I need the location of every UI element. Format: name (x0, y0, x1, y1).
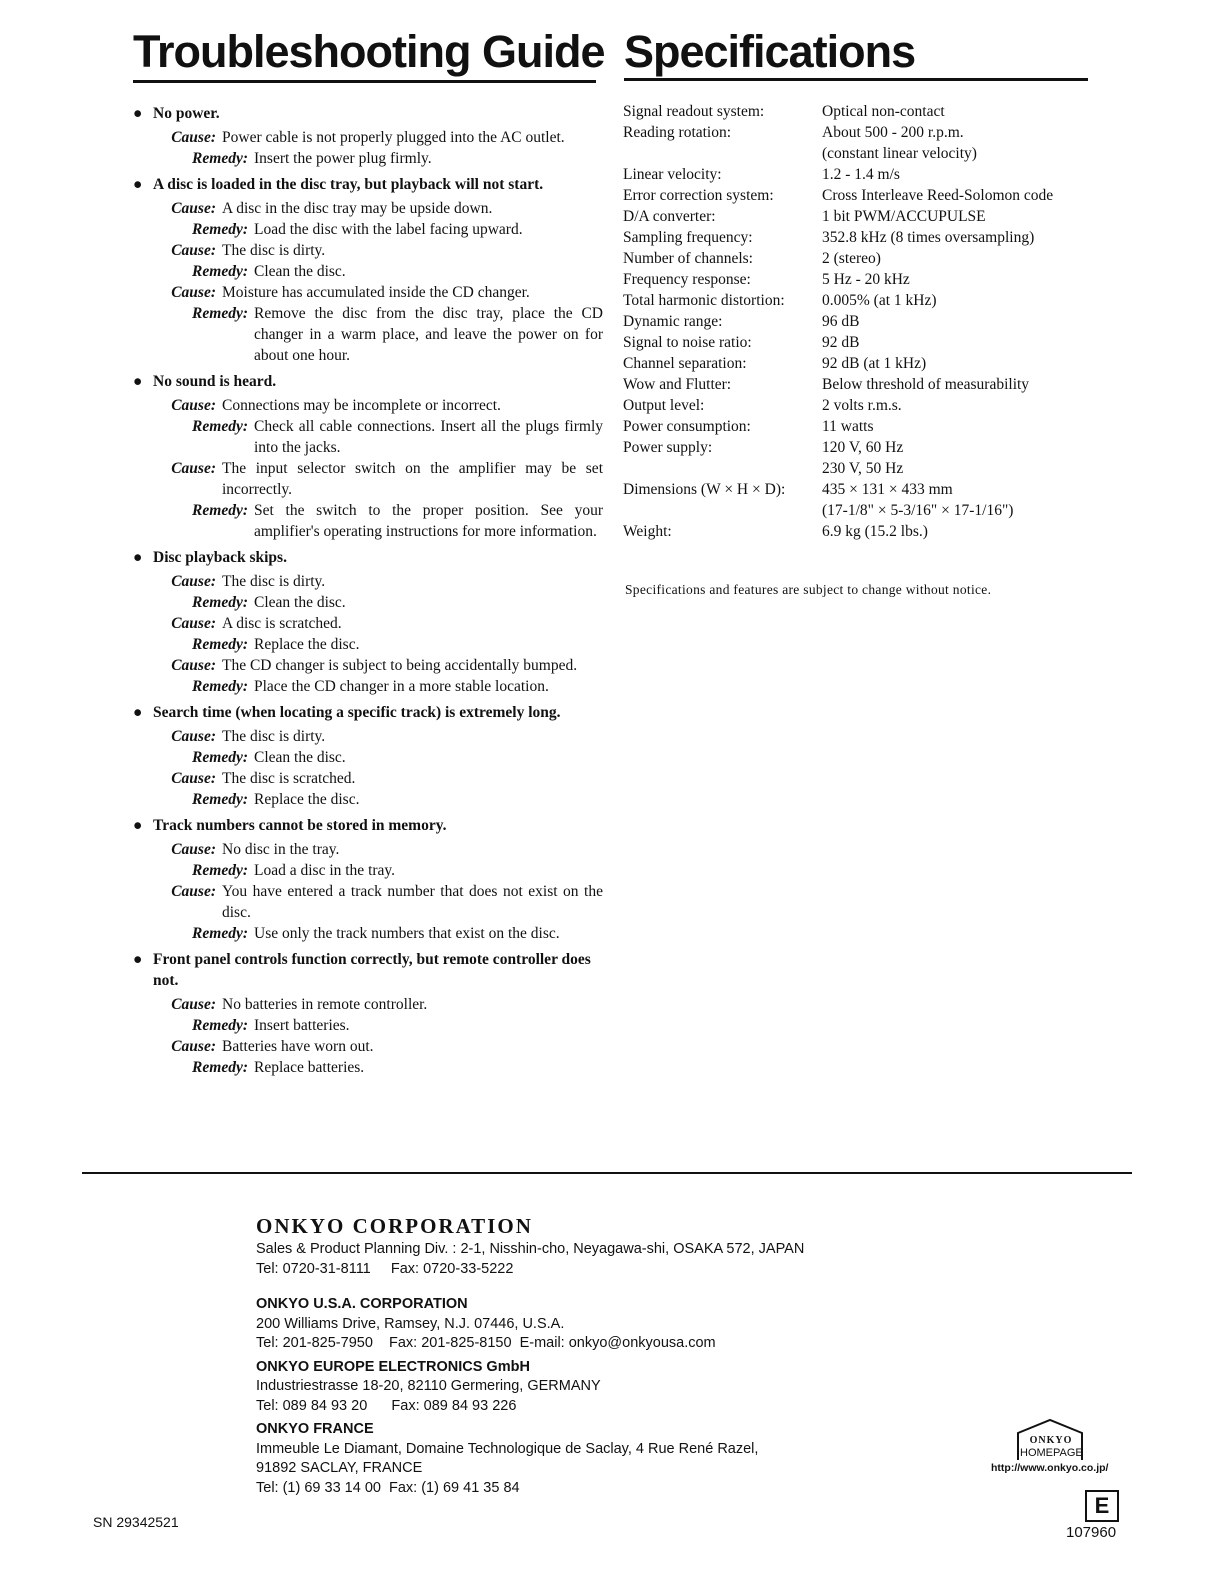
spec-row (623, 395, 1093, 416)
remedy-row (133, 303, 603, 366)
office-line: Tel: 201-825-7950 Fax: 201-825-8150 E-mail: onkyo@onkyousa.com (256, 1335, 716, 1351)
bullet-icon: ● (133, 817, 143, 834)
office-name: ONKYO U.S.A. CORPORATION (256, 1296, 468, 1312)
remedy-row (133, 1057, 603, 1078)
office-name: ONKYO EUROPE ELECTRONICS GmbH (256, 1358, 530, 1375)
cause-row (133, 571, 603, 592)
cause-label: Cause: (171, 460, 216, 477)
cause-text: Connections may be incomplete or incorrect. (222, 397, 501, 414)
spec-row (623, 290, 1093, 311)
spec-label: Signal to noise ratio: (623, 334, 752, 351)
spec-value-line: 230 V, 50 Hz (822, 460, 904, 477)
spec-label: Sampling frequency: (623, 229, 753, 246)
spec-label: D/A converter: (623, 208, 716, 225)
remedy-text: Clean the disc. (254, 263, 346, 280)
bullet-icon: ● (133, 105, 143, 122)
remedy-row (133, 592, 603, 613)
cause-label: Cause: (171, 615, 216, 632)
cause-label: Cause: (171, 200, 216, 217)
cause-row (133, 240, 603, 261)
issue-heading-text: Front panel controls function correctly, but remote controller does not. (153, 951, 591, 989)
spec-row (623, 101, 1093, 122)
spec-value-line: 5 Hz - 20 kHz (822, 271, 910, 288)
spec-label: Dimensions (W × H × D): (623, 481, 786, 498)
troubleshooting-title-rule (133, 80, 596, 83)
remedy-row (133, 1015, 603, 1036)
cause-row (133, 726, 603, 747)
spec-row (623, 416, 1093, 437)
spec-value (822, 290, 1093, 311)
remedy-label: Remedy: (192, 791, 248, 808)
issue-heading-text: No power. (153, 105, 220, 122)
bullet-icon: ● (133, 704, 143, 721)
spec-value (822, 353, 1093, 374)
spec-value (822, 437, 1093, 479)
remedy-row (133, 500, 603, 542)
remedy-label: Remedy: (192, 678, 248, 695)
issue-heading-text: Search time (when locating a specific track) is extremely long. (153, 704, 561, 721)
spec-label: Frequency response: (623, 271, 751, 288)
spec-label: Reading rotation: (623, 124, 732, 141)
remedy-row (133, 416, 603, 458)
cause-text: The disc is dirty. (222, 728, 326, 745)
remedy-row (133, 676, 603, 697)
remedy-row (133, 860, 603, 881)
spec-row (623, 479, 1093, 521)
remedy-text: Load the disc with the label facing upward. (254, 221, 523, 238)
remedy-label: Remedy: (192, 221, 248, 238)
spec-label: Signal readout system: (623, 103, 765, 120)
homepage-url[interactable]: http://www.onkyo.co.jp/ (991, 1462, 1109, 1474)
troubleshooting-title: Troubleshooting Guide (133, 26, 605, 77)
remedy-label: Remedy: (192, 749, 248, 766)
corporation-contact: Tel: 0720-31-8111 Fax: 0720-33-5222 (256, 1260, 514, 1277)
cause-text: The disc is dirty. (222, 242, 326, 259)
spec-value (822, 122, 1093, 164)
corporation-name: ONKYO CORPORATION (256, 1214, 533, 1238)
issue-heading (133, 949, 603, 991)
office-line: Tel: (1) 69 33 14 00 Fax: (1) 69 41 35 84 (256, 1479, 520, 1496)
cause-text: You have entered a track number that does not exist on the disc. (222, 883, 603, 921)
spec-row (623, 332, 1093, 353)
office-line: 91892 SACLAY, FRANCE (256, 1460, 423, 1476)
remedy-text: Check all cable connections. Insert all the plugs firmly into the jacks. (254, 418, 603, 456)
issue-heading (133, 371, 603, 392)
spec-value-line: 96 dB (822, 313, 860, 330)
spec-row (623, 122, 1093, 164)
cause-label: Cause: (171, 284, 216, 301)
issue-heading-text: Track numbers cannot be stored in memory. (153, 817, 447, 834)
spec-value-line: Below threshold of measurability (822, 376, 1030, 393)
spec-value-line: 92 dB (822, 334, 860, 351)
cause-text: The disc is scratched. (222, 770, 356, 787)
spec-label: Output level: (623, 397, 705, 414)
cause-row (133, 881, 603, 923)
trouble-issue (133, 174, 603, 366)
spec-value-line: 6.9 kg (15.2 lbs.) (822, 523, 928, 540)
spec-value (822, 521, 1093, 542)
remedy-label: Remedy: (192, 594, 248, 611)
spec-label: Error correction system: (623, 187, 774, 204)
cause-row (133, 1036, 603, 1057)
remedy-label: Remedy: (192, 263, 248, 280)
language-mark: E (1085, 1490, 1119, 1522)
spec-label: Wow and Flutter: (623, 376, 732, 393)
office-line: Industriestrasse 18-20, 82110 Germering, GERMANY (256, 1378, 601, 1394)
cause-row (133, 839, 603, 860)
cause-label: Cause: (171, 841, 216, 858)
spec-row (623, 269, 1093, 290)
cause-label: Cause: (171, 242, 216, 259)
spec-value-line: 92 dB (at 1 kHz) (822, 355, 927, 372)
cause-label: Cause: (171, 1038, 216, 1055)
spec-value-line: 1.2 - 1.4 m/s (822, 166, 900, 183)
specifications-title: Specifications (624, 26, 916, 77)
cause-label: Cause: (171, 728, 216, 745)
specifications-table (623, 101, 1093, 542)
trouble-issue (133, 371, 603, 542)
spec-value (822, 185, 1093, 206)
remedy-label: Remedy: (192, 305, 248, 322)
issue-heading-text: Disc playback skips. (153, 549, 287, 566)
issue-heading (133, 547, 603, 568)
spec-label: Channel separation: (623, 355, 747, 372)
spec-value-line: (17-1/8" × 5-3/16" × 17-1/16") (822, 502, 1014, 519)
cause-row (133, 458, 603, 500)
homepage-label: HOMEPAGE (1020, 1447, 1083, 1459)
office-line: 200 Williams Drive, Ramsey, N.J. 07446, U.S.A. (256, 1315, 565, 1332)
cause-row (133, 198, 603, 219)
spec-value-line: 352.8 kHz (8 times oversampling) (822, 229, 1035, 246)
spec-value (822, 101, 1093, 122)
spec-label: Power supply: (623, 439, 713, 456)
spec-row (623, 227, 1093, 248)
remedy-text: Remove the disc from the disc tray, place the CD changer in a warm place, and leave the power on for about one hour. (254, 305, 603, 364)
issue-heading-text: A disc is loaded in the disc tray, but playback will not start. (153, 176, 544, 193)
remedy-row (133, 923, 603, 944)
spec-value (822, 164, 1093, 185)
spec-value-line: Optical non-contact (822, 103, 945, 120)
spec-label: Weight: (623, 523, 672, 540)
remedy-label: Remedy: (192, 150, 248, 167)
cause-text: The disc is dirty. (222, 573, 326, 590)
spec-value-line: 11 watts (822, 418, 874, 435)
remedy-row (133, 261, 603, 282)
remedy-row (133, 789, 603, 810)
cause-text: A disc in the disc tray may be upside down. (222, 200, 493, 217)
cause-label: Cause: (171, 573, 216, 590)
spec-value-line: 2 volts r.m.s. (822, 397, 902, 414)
remedy-text: Clean the disc. (254, 749, 346, 766)
issue-heading (133, 174, 603, 195)
cause-label: Cause: (171, 657, 216, 674)
cause-row (133, 655, 603, 676)
office-list (256, 1295, 804, 1498)
bullet-icon: ● (133, 549, 143, 566)
spec-value-line: 435 × 131 × 433 mm (822, 481, 953, 498)
spec-value (822, 227, 1093, 248)
remedy-row (133, 634, 603, 655)
cause-row (133, 127, 603, 148)
bullet-icon: ● (133, 373, 143, 390)
remedy-label: Remedy: (192, 502, 248, 519)
spec-label: Number of channels: (623, 250, 753, 267)
spec-row (623, 353, 1093, 374)
trouble-issue (133, 547, 603, 697)
cause-label: Cause: (171, 883, 216, 900)
spec-value-line: 120 V, 60 Hz (822, 439, 904, 456)
spec-value-line: 2 (stereo) (822, 250, 881, 267)
spec-row (623, 311, 1093, 332)
cause-label: Cause: (171, 129, 216, 146)
remedy-text: Replace the disc. (254, 791, 360, 808)
cause-label: Cause: (171, 770, 216, 787)
remedy-text: Place the CD changer in a more stable location. (254, 678, 549, 695)
cause-row (133, 613, 603, 634)
spec-row (623, 521, 1093, 542)
cause-text: The input selector switch on the amplifier may be set incorrectly. (222, 460, 603, 498)
cause-text: Batteries have worn out. (222, 1038, 374, 1055)
bullet-icon: ● (133, 176, 143, 193)
spec-value-line: Cross Interleave Reed-Solomon code (822, 187, 1054, 204)
spec-row (623, 206, 1093, 227)
spec-label: Total harmonic distortion: (623, 292, 785, 309)
troubleshooting-list (133, 103, 603, 1083)
spec-row (623, 437, 1093, 479)
cause-text: The CD changer is subject to being accidentally bumped. (222, 657, 578, 674)
spec-label: Power consumption: (623, 418, 751, 435)
remedy-row (133, 148, 603, 169)
spec-value-line: (constant linear velocity) (822, 145, 977, 162)
remedy-label: Remedy: (192, 636, 248, 653)
spec-value (822, 311, 1093, 332)
issue-heading (133, 103, 603, 124)
specifications-title-rule (624, 78, 1088, 81)
remedy-row (133, 747, 603, 768)
spec-value-line: About 500 - 200 r.p.m. (822, 124, 964, 141)
cause-row (133, 395, 603, 416)
bullet-icon: ● (133, 951, 143, 968)
remedy-text: Use only the track numbers that exist on the disc. (254, 925, 560, 942)
remedy-text: Insert the power plug firmly. (254, 150, 432, 167)
spec-value (822, 206, 1093, 227)
trouble-issue (133, 815, 603, 944)
spec-label: Dynamic range: (623, 313, 723, 330)
trouble-issue (133, 702, 603, 810)
remedy-label: Remedy: (192, 1017, 248, 1034)
cause-text: No disc in the tray. (222, 841, 340, 858)
specifications-note: Specifications and features are subject to change without notice. (625, 582, 992, 597)
cause-row (133, 994, 603, 1015)
spec-value (822, 332, 1093, 353)
remedy-label: Remedy: (192, 1059, 248, 1076)
cause-label: Cause: (171, 996, 216, 1013)
footer-divider (82, 1172, 1132, 1174)
spec-row (623, 248, 1093, 269)
office-line: Tel: 089 84 93 20 Fax: 089 84 93 226 (256, 1397, 517, 1414)
trouble-issue (133, 103, 603, 169)
cause-text: No batteries in remote controller. (222, 996, 428, 1013)
remedy-text: Load a disc in the tray. (254, 862, 396, 879)
cause-label: Cause: (171, 397, 216, 414)
footer-addresses (256, 1214, 804, 1498)
issue-heading (133, 702, 603, 723)
cause-row (133, 768, 603, 789)
document-code: 107960 (1066, 1524, 1117, 1541)
issue-heading-text: No sound is heard. (153, 373, 277, 390)
office-name: ONKYO FRANCE (256, 1421, 374, 1437)
spec-value-line: 0.005% (at 1 kHz) (822, 292, 937, 309)
spec-label: Linear velocity: (623, 166, 722, 183)
remedy-text: Insert batteries. (254, 1017, 350, 1034)
remedy-row (133, 219, 603, 240)
cause-text: A disc is scratched. (222, 615, 342, 632)
spec-value (822, 374, 1093, 395)
remedy-text: Replace batteries. (254, 1059, 365, 1076)
serial-number: SN 29342521 (93, 1514, 179, 1530)
trouble-issue (133, 949, 603, 1078)
remedy-text: Set the switch to the proper position. See your amplifier's operating instructions for more information. (254, 502, 603, 540)
issue-heading (133, 815, 603, 836)
remedy-label: Remedy: (192, 925, 248, 942)
spec-value-line: 1 bit PWM/ACCUPULSE (822, 208, 986, 225)
spec-value (822, 395, 1093, 416)
homepage-brand: ONKYO (1029, 1435, 1073, 1446)
remedy-label: Remedy: (192, 418, 248, 435)
spec-row (623, 185, 1093, 206)
spec-row (623, 164, 1093, 185)
cause-row (133, 282, 603, 303)
spec-value (822, 416, 1093, 437)
remedy-text: Replace the disc. (254, 636, 360, 653)
remedy-label: Remedy: (192, 862, 248, 879)
spec-value (822, 479, 1093, 521)
spec-value (822, 248, 1093, 269)
spec-row (623, 374, 1093, 395)
spec-value (822, 269, 1093, 290)
remedy-text: Clean the disc. (254, 594, 346, 611)
office-line: Immeuble Le Diamant, Domaine Technologique de Saclay, 4 Rue René Razel, (256, 1440, 759, 1457)
cause-text: Power cable is not properly plugged into the AC outlet. (222, 129, 565, 146)
cause-text: Moisture has accumulated inside the CD changer. (222, 284, 530, 301)
corporation-address: Sales & Product Planning Div. : 2-1, Nisshin-cho, Neyagawa-shi, OSAKA 572, JAPAN (256, 1241, 805, 1257)
